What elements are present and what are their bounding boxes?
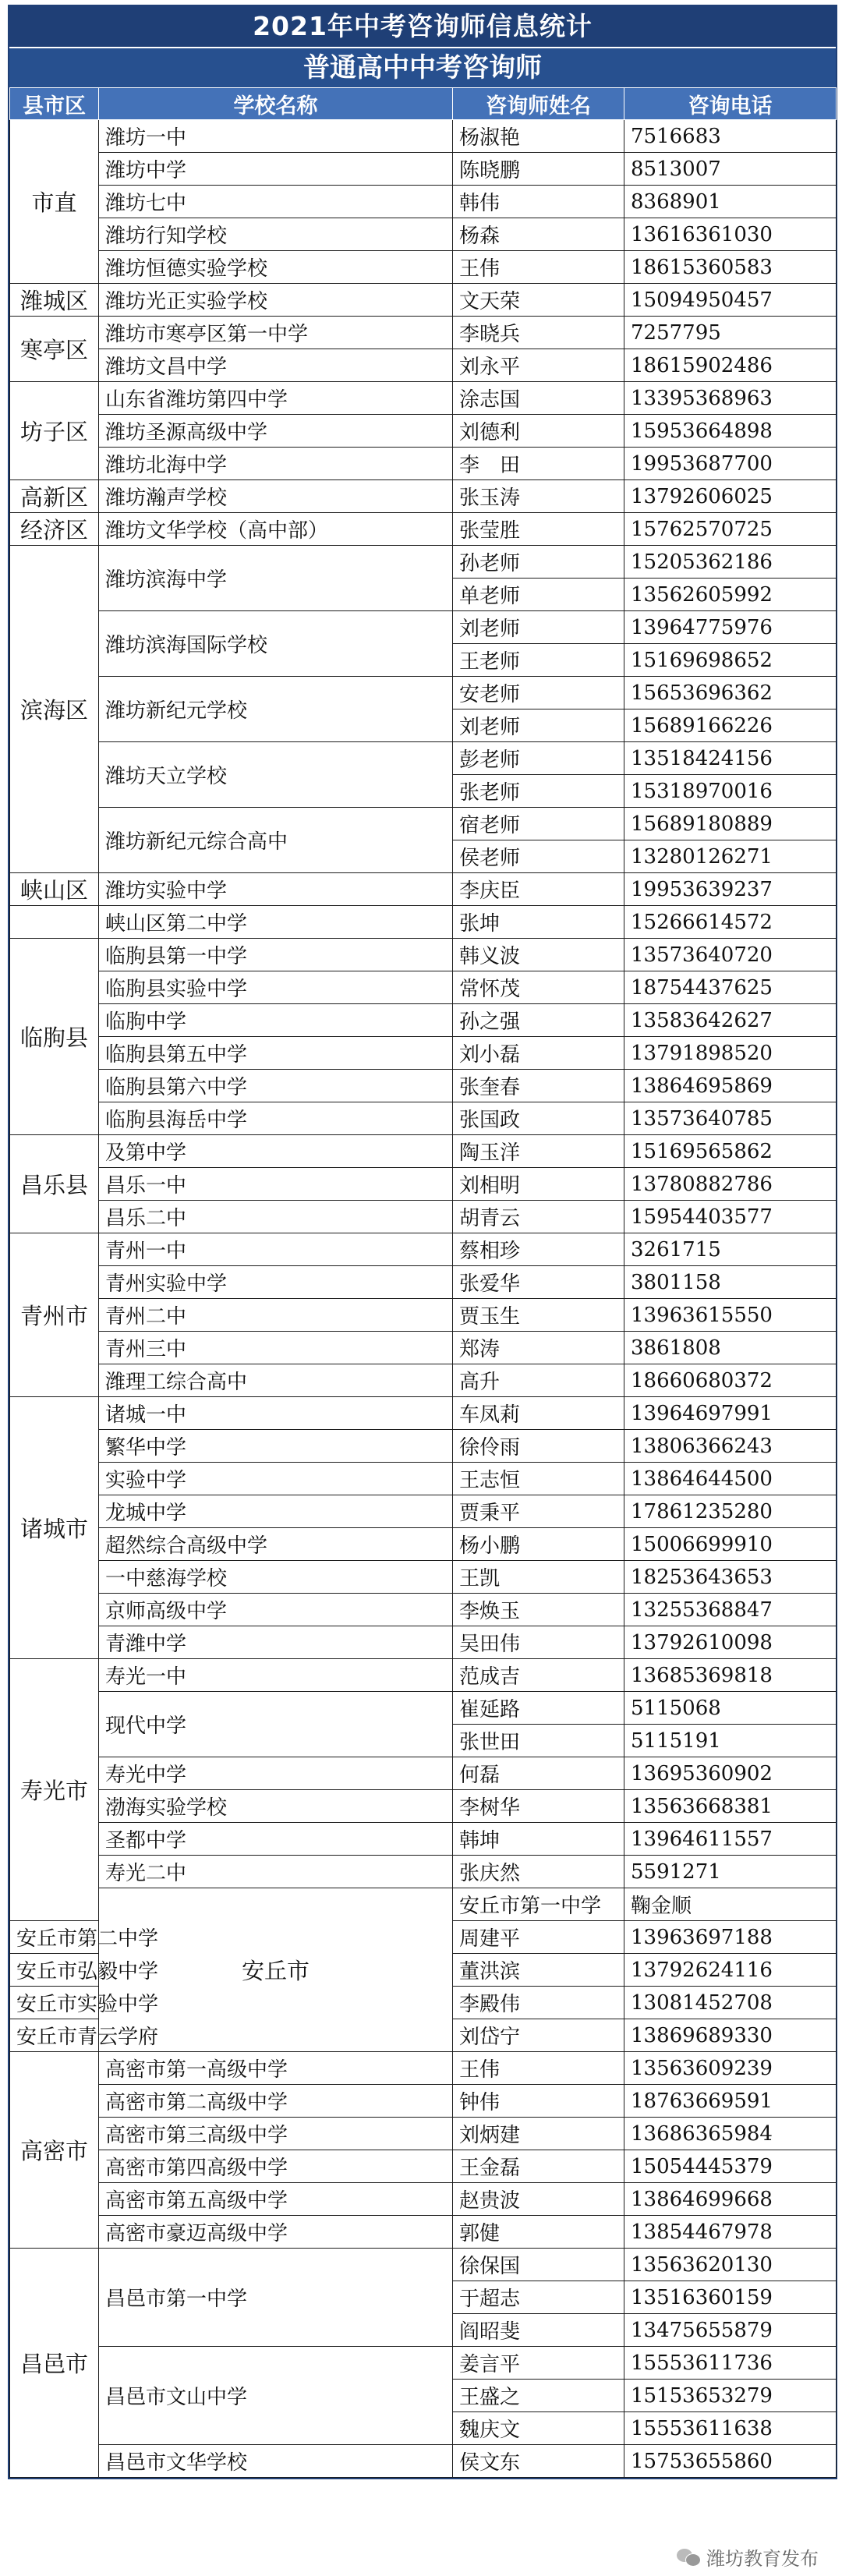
phone-cell: 19953687700 — [624, 448, 837, 480]
counselor-name-cell: 于超志 — [453, 2281, 624, 2314]
school-cell: 昌邑市文华学校 — [99, 2445, 453, 2478]
phone-cell: 15094950457 — [624, 284, 837, 317]
phone-cell: 13963697188 — [624, 1921, 837, 1954]
school-cell: 青州实验中学 — [99, 1266, 453, 1299]
school-cell: 龙城中学 — [99, 1495, 453, 1528]
school-cell: 潍坊新纪元综合高中 — [99, 808, 453, 873]
counselor-name-cell: 张玉涛 — [453, 480, 624, 513]
counselor-name-cell: 孙老师 — [453, 546, 624, 579]
table-row — [10, 120, 837, 153]
phone-cell: 13562605992 — [624, 579, 837, 611]
counselor-name-cell: 刘小磊 — [453, 1037, 624, 1070]
phone-cell: 18253643653 — [624, 1561, 837, 1594]
phone-cell: 18615360583 — [624, 251, 837, 284]
counselor-name-cell: 蔡相珍 — [453, 1233, 624, 1266]
footer-watermark — [677, 2543, 819, 2571]
school-cell: 安丘市实验中学 — [10, 1987, 99, 2019]
counselor-name-cell: 张庆然 — [453, 1856, 624, 1888]
table-row — [10, 251, 837, 284]
table-row — [10, 1266, 837, 1299]
table-row — [10, 2216, 837, 2249]
school-cell: 安丘市弘毅中学 — [10, 1954, 99, 1987]
table-row — [10, 218, 837, 251]
counselor-name-cell: 贾玉生 — [453, 1299, 624, 1332]
phone-cell: 3801158 — [624, 1266, 837, 1299]
district-cell: 昌乐县 — [10, 1135, 99, 1233]
header-row — [10, 88, 837, 120]
table-row — [10, 382, 837, 415]
school-cell: 临朐县第五中学 — [99, 1037, 453, 1070]
header-phone: 咨询电话 — [624, 88, 837, 120]
counselor-name-cell: 张老师 — [453, 775, 624, 808]
school-cell: 潍坊新纪元学校 — [99, 677, 453, 742]
table-row — [10, 1659, 837, 1692]
counselor-name-cell: 魏庆文 — [453, 2412, 624, 2445]
counselor-name-cell: 韩义波 — [453, 939, 624, 971]
school-cell: 临朐县第一中学 — [99, 939, 453, 971]
phone-cell: 5115068 — [624, 1692, 837, 1725]
phone-cell: 13864699668 — [624, 2183, 837, 2216]
table-row — [10, 939, 837, 971]
school-cell: 寿光二中 — [99, 1856, 453, 1888]
table-row — [10, 1856, 837, 1888]
counselor-name-cell: 刘老师 — [453, 611, 624, 644]
school-cell: 潍坊中学 — [99, 153, 453, 186]
district-cell: 昌邑市 — [10, 2249, 99, 2478]
school-cell: 青州一中 — [99, 1233, 453, 1266]
counselor-name-cell: 王金磊 — [453, 2150, 624, 2183]
header-district: 县市区 — [10, 88, 99, 120]
school-cell: 青州二中 — [99, 1299, 453, 1332]
counselor-name-cell: 王伟 — [453, 251, 624, 284]
counselor-name-cell: 王伟 — [453, 2052, 624, 2085]
table-row — [10, 677, 837, 709]
school-cell: 临朐中学 — [99, 1004, 453, 1037]
table-row — [10, 873, 837, 906]
phone-cell: 13686365984 — [624, 2118, 837, 2150]
phone-cell: 13791898520 — [624, 1037, 837, 1070]
counselor-name-cell: 吴田伟 — [453, 1626, 624, 1659]
phone-cell: 13864695869 — [624, 1070, 837, 1102]
phone-cell: 13583642627 — [624, 1004, 837, 1037]
counselor-name-cell: 郑涛 — [453, 1332, 624, 1364]
school-cell: 高密市第二高级中学 — [99, 2085, 453, 2118]
phone-cell: 7257795 — [624, 317, 837, 349]
counselor-name-cell: 阎昭斐 — [453, 2314, 624, 2347]
school-cell: 圣都中学 — [99, 1823, 453, 1856]
table-row — [10, 1102, 837, 1135]
district-cell: 峡山区 — [10, 873, 99, 906]
table-row — [10, 1790, 837, 1823]
table-row — [10, 1594, 837, 1626]
table-row — [10, 1495, 837, 1528]
table-title: 2021年中考咨询师信息统计 — [9, 6, 836, 47]
header-name: 咨询师姓名 — [453, 88, 624, 120]
school-cell: 潍坊实验中学 — [99, 873, 453, 906]
school-cell: 京师高级中学 — [99, 1594, 453, 1626]
counselor-name-cell: 彭老师 — [453, 742, 624, 775]
phone-cell: 15153653279 — [624, 2380, 837, 2412]
table-row — [10, 186, 837, 218]
phone-cell: 13081452708 — [624, 1987, 837, 2019]
school-cell: 青潍中学 — [99, 1626, 453, 1659]
phone-cell: 13255368847 — [624, 1594, 837, 1626]
counselor-name-cell: 常怀茂 — [453, 971, 624, 1004]
info-table-sheet — [8, 5, 837, 2479]
table-row — [10, 1626, 837, 1659]
phone-cell: 15553611736 — [624, 2347, 837, 2380]
school-cell: 潍坊滨海中学 — [99, 546, 453, 611]
phone-cell: 13964775976 — [624, 611, 837, 644]
phone-cell: 15205362186 — [624, 546, 837, 579]
counselor-name-cell: 李焕玉 — [453, 1594, 624, 1626]
phone-cell: 19953639237 — [624, 873, 837, 906]
table-row — [10, 1463, 837, 1495]
phone-cell: 15006699910 — [624, 1528, 837, 1561]
table-row — [10, 546, 837, 579]
school-cell: 潍坊圣源高级中学 — [99, 415, 453, 448]
table-row — [10, 480, 837, 513]
table-row — [10, 2118, 837, 2150]
phone-cell: 15553611638 — [624, 2412, 837, 2445]
counselor-name-cell: 王志恒 — [453, 1463, 624, 1495]
counselor-name-cell: 李庆臣 — [453, 873, 624, 906]
school-cell: 潍坊瀚声学校 — [99, 480, 453, 513]
school-cell: 潍坊一中 — [99, 120, 453, 153]
phone-cell: 3861808 — [624, 1332, 837, 1364]
school-cell: 青州三中 — [99, 1332, 453, 1364]
school-cell: 临朐县第六中学 — [99, 1070, 453, 1102]
counselor-name-cell: 鞠金顺 — [624, 1888, 837, 1921]
phone-cell: 7516683 — [624, 120, 837, 153]
phone-cell: 18660680372 — [624, 1364, 837, 1397]
school-cell: 山东省潍坊第四中学 — [99, 382, 453, 415]
district-cell: 诸城市 — [10, 1397, 99, 1659]
counselor-name-cell: 徐伶雨 — [453, 1430, 624, 1463]
counselor-name-cell: 韩坤 — [453, 1823, 624, 1856]
school-cell: 昌邑市第一中学 — [99, 2249, 453, 2347]
counselor-name-cell: 郭健 — [453, 2216, 624, 2249]
table-row — [10, 1397, 837, 1430]
school-cell: 一中慈海学校 — [99, 1561, 453, 1594]
phone-cell: 18754437625 — [624, 971, 837, 1004]
counselor-name-cell: 杨森 — [453, 218, 624, 251]
phone-cell: 13616361030 — [624, 218, 837, 251]
school-cell: 繁华中学 — [99, 1430, 453, 1463]
phone-cell: 8513007 — [624, 153, 837, 186]
counselor-name-cell: 王盛之 — [453, 2380, 624, 2412]
table-row — [10, 1299, 837, 1332]
school-cell: 高密市第三高级中学 — [99, 2118, 453, 2150]
counselor-name-cell: 姜言平 — [453, 2347, 624, 2380]
phone-cell: 5591271 — [624, 1856, 837, 1888]
table-row — [10, 1135, 837, 1168]
phone-cell: 18763669591 — [624, 2085, 837, 2118]
counselor-name-cell: 侯老师 — [453, 840, 624, 873]
phone-cell: 15953664898 — [624, 415, 837, 448]
school-cell: 昌乐一中 — [99, 1168, 453, 1201]
counselor-name-cell: 韩伟 — [453, 186, 624, 218]
counselor-name-cell: 刘岱宁 — [453, 2019, 624, 2052]
counselor-name-cell: 刘炳建 — [453, 2118, 624, 2150]
counselor-name-cell: 安老师 — [453, 677, 624, 709]
counselor-name-cell: 张国政 — [453, 1102, 624, 1135]
counselor-name-cell: 宿老师 — [453, 808, 624, 840]
counselor-name-cell: 李树华 — [453, 1790, 624, 1823]
school-cell: 高密市豪迈高级中学 — [99, 2216, 453, 2249]
district-cell: 高密市 — [10, 2052, 99, 2249]
table-row — [10, 2052, 837, 2085]
school-cell: 高密市第五高级中学 — [99, 2183, 453, 2216]
counselor-name-cell: 侯文东 — [453, 2445, 624, 2478]
district-cell: 经济区 — [10, 513, 99, 546]
school-cell: 潍坊市寒亭区第一中学 — [99, 317, 453, 349]
phone-cell: 13792624116 — [624, 1954, 837, 1987]
table-row — [10, 1888, 837, 1921]
counselor-name-cell: 董洪滨 — [453, 1954, 624, 1987]
table-row — [10, 1037, 837, 1070]
school-cell: 潍坊天立学校 — [99, 742, 453, 808]
phone-cell: 13964611557 — [624, 1823, 837, 1856]
table-subtitle: 普通高中中考咨询师 — [9, 47, 836, 87]
school-cell: 安丘市青云学府 — [10, 2019, 99, 2052]
table-row — [10, 1168, 837, 1201]
table-row — [10, 284, 837, 317]
school-cell: 高密市第一高级中学 — [99, 2052, 453, 2085]
table-row — [10, 2183, 837, 2216]
counselor-name-cell: 李晓兵 — [453, 317, 624, 349]
phone-cell: 15054445379 — [624, 2150, 837, 2183]
table-row — [10, 971, 837, 1004]
table-row — [10, 1201, 837, 1233]
counselor-name-cell: 张坤 — [453, 906, 624, 939]
phone-cell: 3261715 — [624, 1233, 837, 1266]
phone-cell: 15762570725 — [624, 513, 837, 546]
phone-cell: 13792606025 — [624, 480, 837, 513]
phone-cell: 8368901 — [624, 186, 837, 218]
phone-cell: 15653696362 — [624, 677, 837, 709]
footer-text: 潍坊教育发布 — [706, 2548, 819, 2570]
school-cell: 潍坊滨海国际学校 — [99, 611, 453, 677]
counselor-name-cell: 张莹胜 — [453, 513, 624, 546]
district-cell: 安丘市 — [99, 1888, 453, 2052]
counselor-name-cell: 高升 — [453, 1364, 624, 1397]
district-cell: 青州市 — [10, 1233, 99, 1397]
table-row — [10, 2445, 837, 2478]
counselor-name-cell: 刘老师 — [453, 709, 624, 742]
phone-cell: 15169565862 — [624, 1135, 837, 1168]
table-row — [10, 1561, 837, 1594]
school-cell: 潍坊恒德实验学校 — [99, 251, 453, 284]
table-row — [10, 513, 837, 546]
counselor-name-cell: 王凯 — [453, 1561, 624, 1594]
counselor-name-cell: 单老师 — [453, 579, 624, 611]
table-row — [10, 1004, 837, 1037]
table-row — [10, 1332, 837, 1364]
counselor-name-cell: 文天荣 — [453, 284, 624, 317]
table-body — [10, 120, 837, 2478]
phone-cell: 13563668381 — [624, 1790, 837, 1823]
table-row — [10, 1692, 837, 1725]
wechat-icon — [677, 2549, 700, 2566]
phone-cell: 13685369818 — [624, 1659, 837, 1692]
district-cell: 潍城区 — [10, 284, 99, 317]
phone-cell: 13563620130 — [624, 2249, 837, 2281]
table-row — [10, 1364, 837, 1397]
school-cell: 高密市第四高级中学 — [99, 2150, 453, 2183]
phone-cell: 13695360902 — [624, 1757, 837, 1790]
counselor-name-cell: 涂志国 — [453, 382, 624, 415]
phone-cell: 15318970016 — [624, 775, 837, 808]
school-cell: 潍坊文昌中学 — [99, 349, 453, 382]
phone-cell: 13516360159 — [624, 2281, 837, 2314]
school-cell: 实验中学 — [99, 1463, 453, 1495]
counselor-name-cell: 张世田 — [453, 1725, 624, 1757]
district-cell: 寒亭区 — [10, 317, 99, 382]
school-cell: 寿光中学 — [99, 1757, 453, 1790]
school-cell: 超然综合高级中学 — [99, 1528, 453, 1561]
phone-cell: 13780882786 — [624, 1168, 837, 1201]
table-row — [10, 349, 837, 382]
counselor-name-cell: 钟伟 — [453, 2085, 624, 2118]
district-cell: 滨海区 — [10, 546, 99, 873]
district-cell: 坊子区 — [10, 382, 99, 480]
counselor-name-cell: 何磊 — [453, 1757, 624, 1790]
phone-cell: 13475655879 — [624, 2314, 837, 2347]
school-cell: 临朐县实验中学 — [99, 971, 453, 1004]
school-cell: 峡山区第二中学 — [99, 906, 453, 939]
phone-cell: 13395368963 — [624, 382, 837, 415]
phone-cell: 15753655860 — [624, 2445, 837, 2478]
phone-cell: 15954403577 — [624, 1201, 837, 1233]
school-cell: 潍坊行知学校 — [99, 218, 453, 251]
counselor-name-cell: 赵贵波 — [453, 2183, 624, 2216]
phone-cell: 17861235280 — [624, 1495, 837, 1528]
table-row — [10, 317, 837, 349]
table-row — [10, 1070, 837, 1102]
school-cell: 潍坊文华学校（高中部） — [99, 513, 453, 546]
table-row — [10, 415, 837, 448]
school-cell: 临朐县海岳中学 — [99, 1102, 453, 1135]
district-cell: 寿光市 — [10, 1659, 99, 1921]
table-row — [10, 2150, 837, 2183]
table-row — [10, 1528, 837, 1561]
phone-cell: 13792610098 — [624, 1626, 837, 1659]
phone-cell: 18615902486 — [624, 349, 837, 382]
counselor-name-cell: 杨淑艳 — [453, 120, 624, 153]
table-row — [10, 2249, 837, 2281]
district-cell: 临朐县 — [10, 939, 99, 1135]
school-cell: 渤海实验学校 — [99, 1790, 453, 1823]
table-row — [10, 153, 837, 186]
counselor-name-cell: 刘相明 — [453, 1168, 624, 1201]
school-cell: 潍坊七中 — [99, 186, 453, 218]
phone-cell: 13854467978 — [624, 2216, 837, 2249]
counselor-name-cell: 杨小鹏 — [453, 1528, 624, 1561]
school-cell: 潍坊北海中学 — [99, 448, 453, 480]
table-row — [10, 1823, 837, 1856]
counselor-name-cell: 车凤莉 — [453, 1397, 624, 1430]
table-row — [10, 906, 837, 939]
phone-cell: 15689180889 — [624, 808, 837, 840]
phone-cell: 13806366243 — [624, 1430, 837, 1463]
school-cell: 安丘市第一中学 — [453, 1888, 624, 1921]
table-row — [10, 1233, 837, 1266]
school-cell: 昌乐二中 — [99, 1201, 453, 1233]
table-row — [10, 2347, 837, 2380]
counselor-name-cell: 陶玉洋 — [453, 1135, 624, 1168]
school-cell: 昌邑市文山中学 — [99, 2347, 453, 2445]
table-row — [10, 1430, 837, 1463]
table-row — [10, 448, 837, 480]
counselor-name-cell: 张奎春 — [453, 1070, 624, 1102]
phone-cell: 13573640720 — [624, 939, 837, 971]
school-cell: 及第中学 — [99, 1135, 453, 1168]
table-row — [10, 808, 837, 840]
counselor-name-cell: 范成吉 — [453, 1659, 624, 1692]
counselor-table — [9, 87, 837, 2478]
counselor-name-cell: 李殿伟 — [453, 1987, 624, 2019]
district-cell: 高新区 — [10, 480, 99, 513]
school-cell: 安丘市第二中学 — [10, 1921, 99, 1954]
counselor-name-cell: 周建平 — [453, 1921, 624, 1954]
counselor-name-cell: 徐保国 — [453, 2249, 624, 2281]
phone-cell: 13563609239 — [624, 2052, 837, 2085]
school-cell: 现代中学 — [99, 1692, 453, 1757]
phone-cell: 5115191 — [624, 1725, 837, 1757]
header-school: 学校名称 — [99, 88, 453, 120]
district-cell — [10, 906, 99, 939]
counselor-name-cell: 刘德利 — [453, 415, 624, 448]
district-cell: 市直 — [10, 120, 99, 284]
phone-cell: 13864644500 — [624, 1463, 837, 1495]
school-cell: 潍理工综合高中 — [99, 1364, 453, 1397]
phone-cell: 13518424156 — [624, 742, 837, 775]
table-row — [10, 1757, 837, 1790]
counselor-name-cell: 李 田 — [453, 448, 624, 480]
phone-cell: 15266614572 — [624, 906, 837, 939]
phone-cell: 13869689330 — [624, 2019, 837, 2052]
counselor-name-cell: 孙之强 — [453, 1004, 624, 1037]
counselor-name-cell: 胡青云 — [453, 1201, 624, 1233]
phone-cell: 13280126271 — [624, 840, 837, 873]
school-cell: 潍坊光正实验学校 — [99, 284, 453, 317]
table-row — [10, 2085, 837, 2118]
phone-cell: 13963615550 — [624, 1299, 837, 1332]
phone-cell: 15169698652 — [624, 644, 837, 677]
school-cell: 寿光一中 — [99, 1659, 453, 1692]
counselor-name-cell: 王老师 — [453, 644, 624, 677]
phone-cell: 15689166226 — [624, 709, 837, 742]
counselor-name-cell: 陈晓鹏 — [453, 153, 624, 186]
counselor-name-cell: 刘永平 — [453, 349, 624, 382]
counselor-name-cell: 贾秉平 — [453, 1495, 624, 1528]
table-row — [10, 611, 837, 644]
phone-cell: 13964697991 — [624, 1397, 837, 1430]
table-row — [10, 742, 837, 775]
counselor-name-cell: 张爱华 — [453, 1266, 624, 1299]
school-cell: 诸城一中 — [99, 1397, 453, 1430]
counselor-name-cell: 崔延路 — [453, 1692, 624, 1725]
phone-cell: 13573640785 — [624, 1102, 837, 1135]
